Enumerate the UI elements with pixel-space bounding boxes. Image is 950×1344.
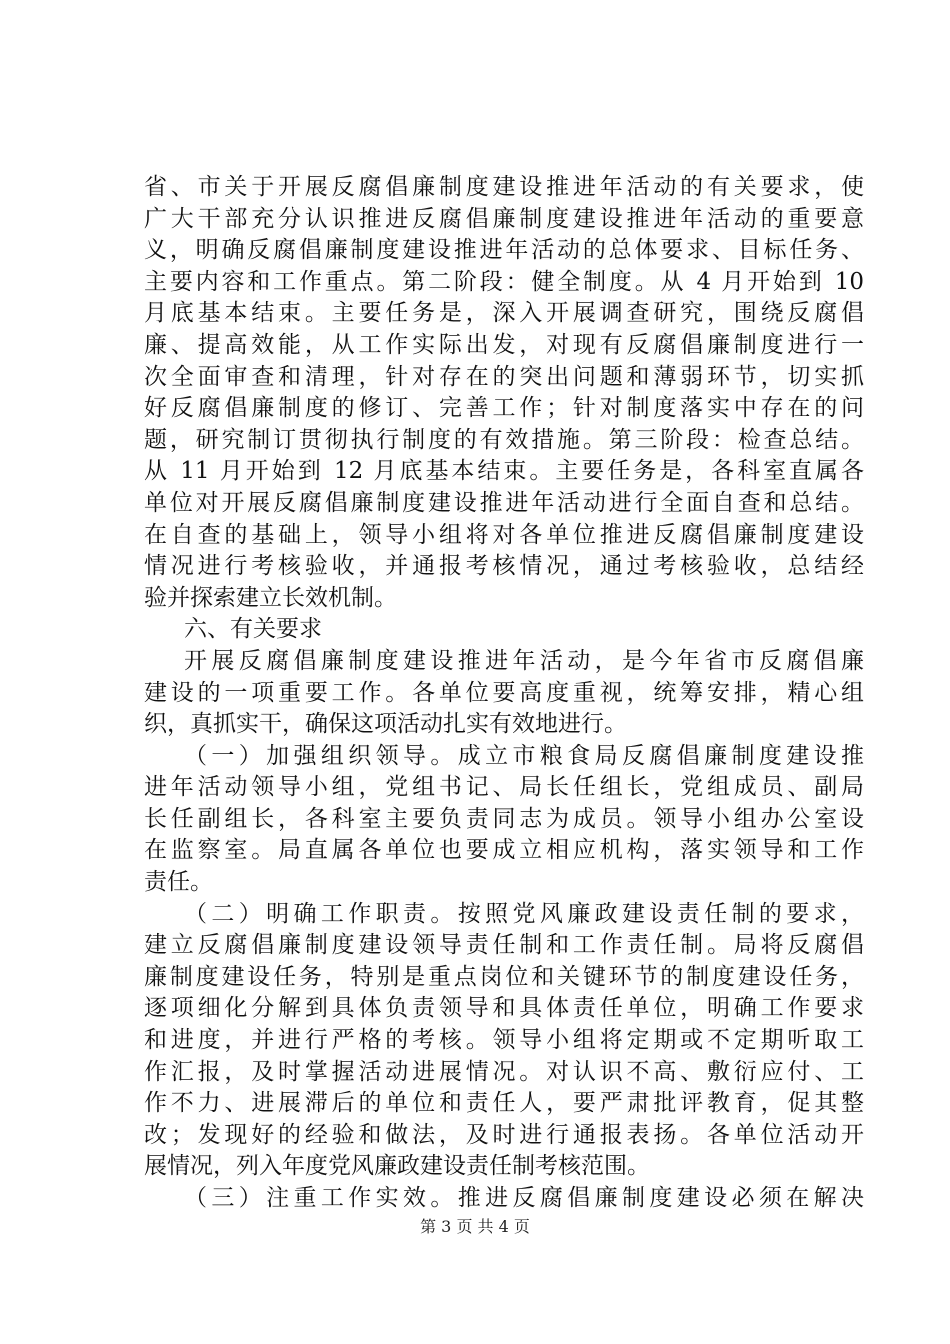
- text-line: 作不力、进展滞后的单位和责任人，要严肃批评教育，促其整: [144, 1090, 864, 1117]
- text-line: 责任。: [144, 869, 213, 896]
- text-line: 省、市关于开展反腐倡廉制度建设推进年活动的有关要求，使: [144, 174, 864, 200]
- text-line: （一）加强组织领导。成立市粮食局反腐倡廉制度建设推: [184, 742, 864, 769]
- text-line: 验并探索建立长效机制。: [144, 584, 397, 611]
- text-line: 逐项细化分解到具体负责领导和具体责任单位，明确工作要求: [144, 995, 864, 1022]
- text-line: 廉制度建设任务，特别是重点岗位和关键环节的制度建设任务，: [144, 963, 864, 990]
- section-heading: 六、有关要求: [184, 616, 322, 643]
- text-line: （三）注重工作实效。推进反腐倡廉制度建设必须在解决: [184, 1185, 864, 1211]
- text-line: 在自查的基础上，领导小组将对各单位推进反腐倡廉制度建设: [144, 521, 864, 548]
- text-line: 建立反腐倡廉制度建设领导责任制和工作责任制。局将反腐倡: [144, 932, 864, 959]
- text-line: 情况进行考核验收，并通报考核情况，通过考核验收，总结经: [144, 553, 864, 580]
- text-line: 建设的一项重要工作。各单位要高度重视，统筹安排，精心组: [144, 679, 864, 706]
- text-line: 题，研究制订贯彻执行制度的有效措施。第三阶段：检查总结。: [144, 426, 864, 453]
- text-line: 好反腐倡廉制度的修订、完善工作；针对制度落实中存在的问: [144, 395, 864, 422]
- text-line: 广大干部充分认识推进反腐倡廉制度建设推进年活动的重要意: [144, 205, 864, 232]
- text-line: 长任副组长，各科室主要负责同志为成员。领导小组办公室设: [144, 805, 864, 832]
- text-line: 展情况，列入年度党风廉政建设责任制考核范围。: [144, 1153, 650, 1180]
- text-line: 义，明确反腐倡廉制度建设推进年活动的总体要求、目标任务、: [144, 237, 864, 264]
- text-line: 改；发现好的经验和做法，及时进行通报表扬。各单位活动开: [144, 1121, 864, 1148]
- text-line: 廉、提高效能，从工作实际出发，对现有反腐倡廉制度进行一: [144, 331, 864, 358]
- text-line: 和进度，并进行严格的考核。领导小组将定期或不定期听取工: [144, 1027, 864, 1054]
- text-line: （二）明确工作职责。按照党风廉政建设责任制的要求，: [184, 900, 864, 927]
- text-line: 作汇报，及时掌握活动进展情况。对认识不高、敷衍应付、工: [144, 1058, 864, 1085]
- text-line: 月底基本结束。主要任务是，深入开展调查研究，围绕反腐倡: [144, 300, 864, 327]
- text-line: 次全面审查和清理，针对存在的突出问题和薄弱环节，切实抓: [144, 363, 864, 390]
- text-line: 主要内容和工作重点。第二阶段：健全制度。从 4 月开始到 10: [144, 268, 864, 295]
- text-line: 在监察室。局直属各单位也要成立相应机构，落实领导和工作: [144, 837, 864, 864]
- text-line: 织，真抓实干，确保这项活动扎实有效地进行。: [144, 711, 627, 738]
- text-line: 进年活动领导小组，党组书记、局长任组长，党组成员、副局: [144, 774, 864, 801]
- page-number-footer: 第 3 页 共 4 页: [420, 1217, 530, 1236]
- document-body: [144, 172, 864, 1215]
- text-line: 开展反腐倡廉制度建设推进年活动，是今年省市反腐倡廉: [184, 647, 864, 674]
- text-line: 从 11 月开始到 12 月底基本结束。主要任务是，各科室直属各: [144, 458, 864, 485]
- text-line: 单位对开展反腐倡廉制度建设推进年活动进行全面自查和总结。: [144, 489, 864, 516]
